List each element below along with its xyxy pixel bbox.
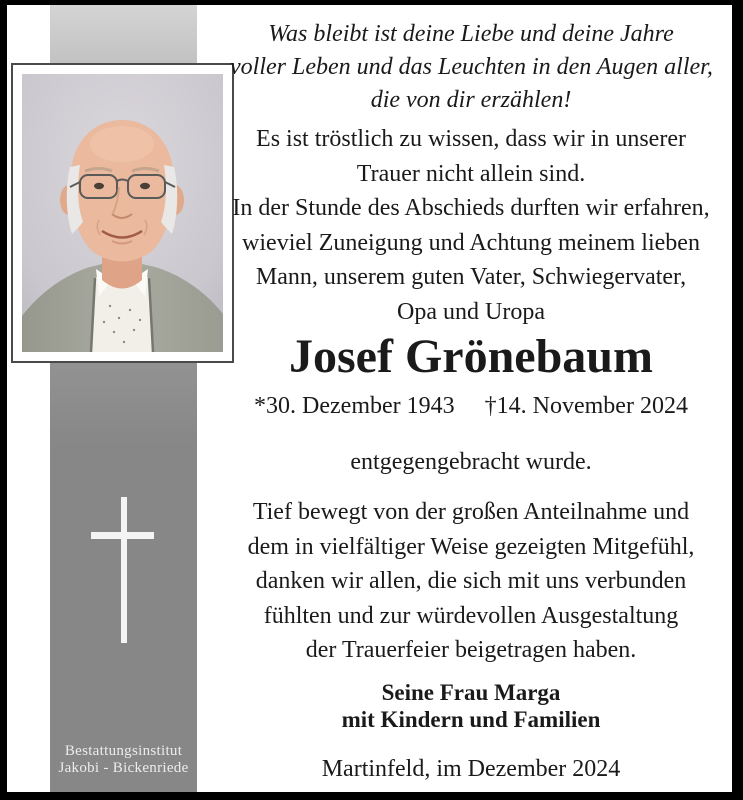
thanks-paragraph xyxy=(230,495,712,668)
quote-line: Was bleibt ist deine Liebe und deine Jahre xyxy=(268,21,674,47)
thanks-line: fühlten und zur würdevollen Ausgestaltung xyxy=(263,602,679,629)
quote-line: voller Leben und das Leuchten in den Augen aller, xyxy=(230,54,713,80)
intro-line: Mann, unserem guten Vater, Schwiegervater, xyxy=(255,264,687,290)
family-line: Seine Frau Marga xyxy=(381,679,561,705)
thanks-line: danken wir allen, die sich mit uns verbunden xyxy=(255,568,687,595)
cross-icon xyxy=(91,497,154,643)
family-line: mit Kindern und Familien xyxy=(341,707,601,733)
intro-line: In der Stunde des Abschieds durften wir erfahren, xyxy=(232,195,710,221)
quote-line: die von dir erzählen! xyxy=(370,87,572,113)
death-date: †14. November 2024 xyxy=(484,393,688,419)
intro-line: Es ist tröstlich zu wissen, dass wir in unserer xyxy=(256,126,686,152)
thanks-line: der Trauerfeier beigetragen haben. xyxy=(305,637,637,664)
place-and-date: Martinfeld, im Dezember 2024 xyxy=(321,755,621,782)
thanks-line: Tief bewegt von der großen Anteilnahme und xyxy=(252,499,690,525)
thanks-line: dem in vielfältiger Weise gezeigten Mitgefühl, xyxy=(247,533,695,560)
deceased-name: Josef Grönebaum xyxy=(289,330,653,383)
birth-date: *30. Dezember 1943 xyxy=(254,393,455,419)
funeral-home-line-1: Bestattungsinstitut xyxy=(64,743,183,759)
intro-line: Opa und Uropa xyxy=(397,298,545,325)
cross-horizontal-bar xyxy=(91,532,154,539)
notice-text xyxy=(230,5,712,786)
condolence-intro xyxy=(230,122,712,329)
intro-line: Trauer nicht allein sind. xyxy=(356,160,586,187)
portrait-photo xyxy=(22,74,223,352)
life-dates xyxy=(230,389,712,423)
portrait-photo-frame xyxy=(11,63,234,363)
intro-line: wieviel Zuneigung und Achtung meinem lieben xyxy=(242,229,700,256)
opening-quote xyxy=(230,18,712,117)
funeral-home-label xyxy=(50,743,197,777)
funeral-home-line-2: Jakobi - Bickenriede xyxy=(58,760,189,776)
sentence-continuation: entgegengebracht wurde. xyxy=(350,449,592,475)
cross-vertical-bar xyxy=(121,497,127,643)
mourning-family xyxy=(230,679,712,734)
